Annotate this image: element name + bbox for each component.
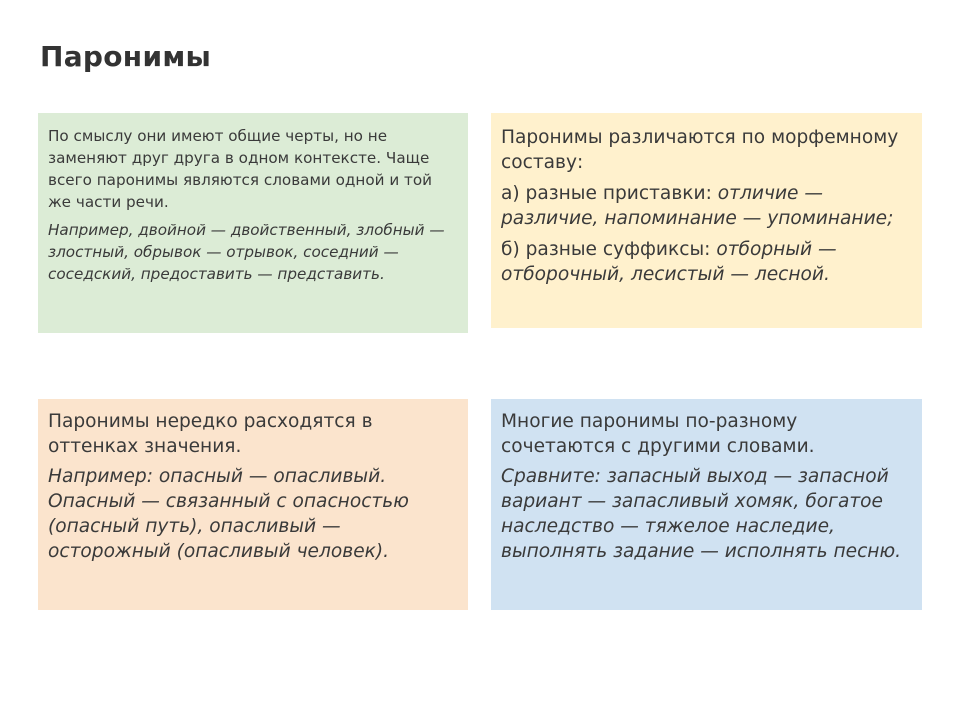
item-label: б) разные суффиксы: (501, 239, 717, 260)
card-text: Паронимы различаются по морфемному составу: (501, 127, 899, 173)
card-example: Сравните: запасный выход — запасной вариант — запасливый хомяк, богатое наследство — тяжелое наследие, выполнять задание — исполнять песню. (501, 466, 902, 562)
card-item-prefixes (501, 181, 912, 231)
item-label: а) разные приставки: (501, 183, 718, 204)
card-item-suffixes (501, 237, 912, 287)
card-text: Многие паронимы по-разному сочетаются с другими словами. (501, 411, 815, 457)
card-example: Например, двойной — двойственный, злобный — злостный, обрывок — отрывок, соседний — соседский, предоставить — представить. (48, 221, 445, 283)
card-meaning-shades (38, 399, 468, 610)
item-examples: отличие — различие, напоминание — упоминание; (501, 183, 894, 229)
card-text: По смыслу они имеют общие черты, но не заменяют друг друга в одном контексте. Чаще всего паронимы являются словами одной и той же части речи. (48, 127, 433, 211)
card-word-combinations (491, 399, 922, 610)
card-text: Паронимы нередко расходятся в оттенках значения. (48, 411, 373, 457)
page-title: Паронимы (40, 40, 212, 73)
item-examples: отборный — отборочный, лесистый — лесной. (501, 239, 837, 285)
card-lexical-meaning (38, 113, 468, 333)
card-morpheme-composition (491, 113, 922, 328)
card-example: Например: опасный — опасливый. Опасный — связанный с опасностью (опасный путь), опасливый — осторожный (опасливый человек). (48, 466, 409, 562)
